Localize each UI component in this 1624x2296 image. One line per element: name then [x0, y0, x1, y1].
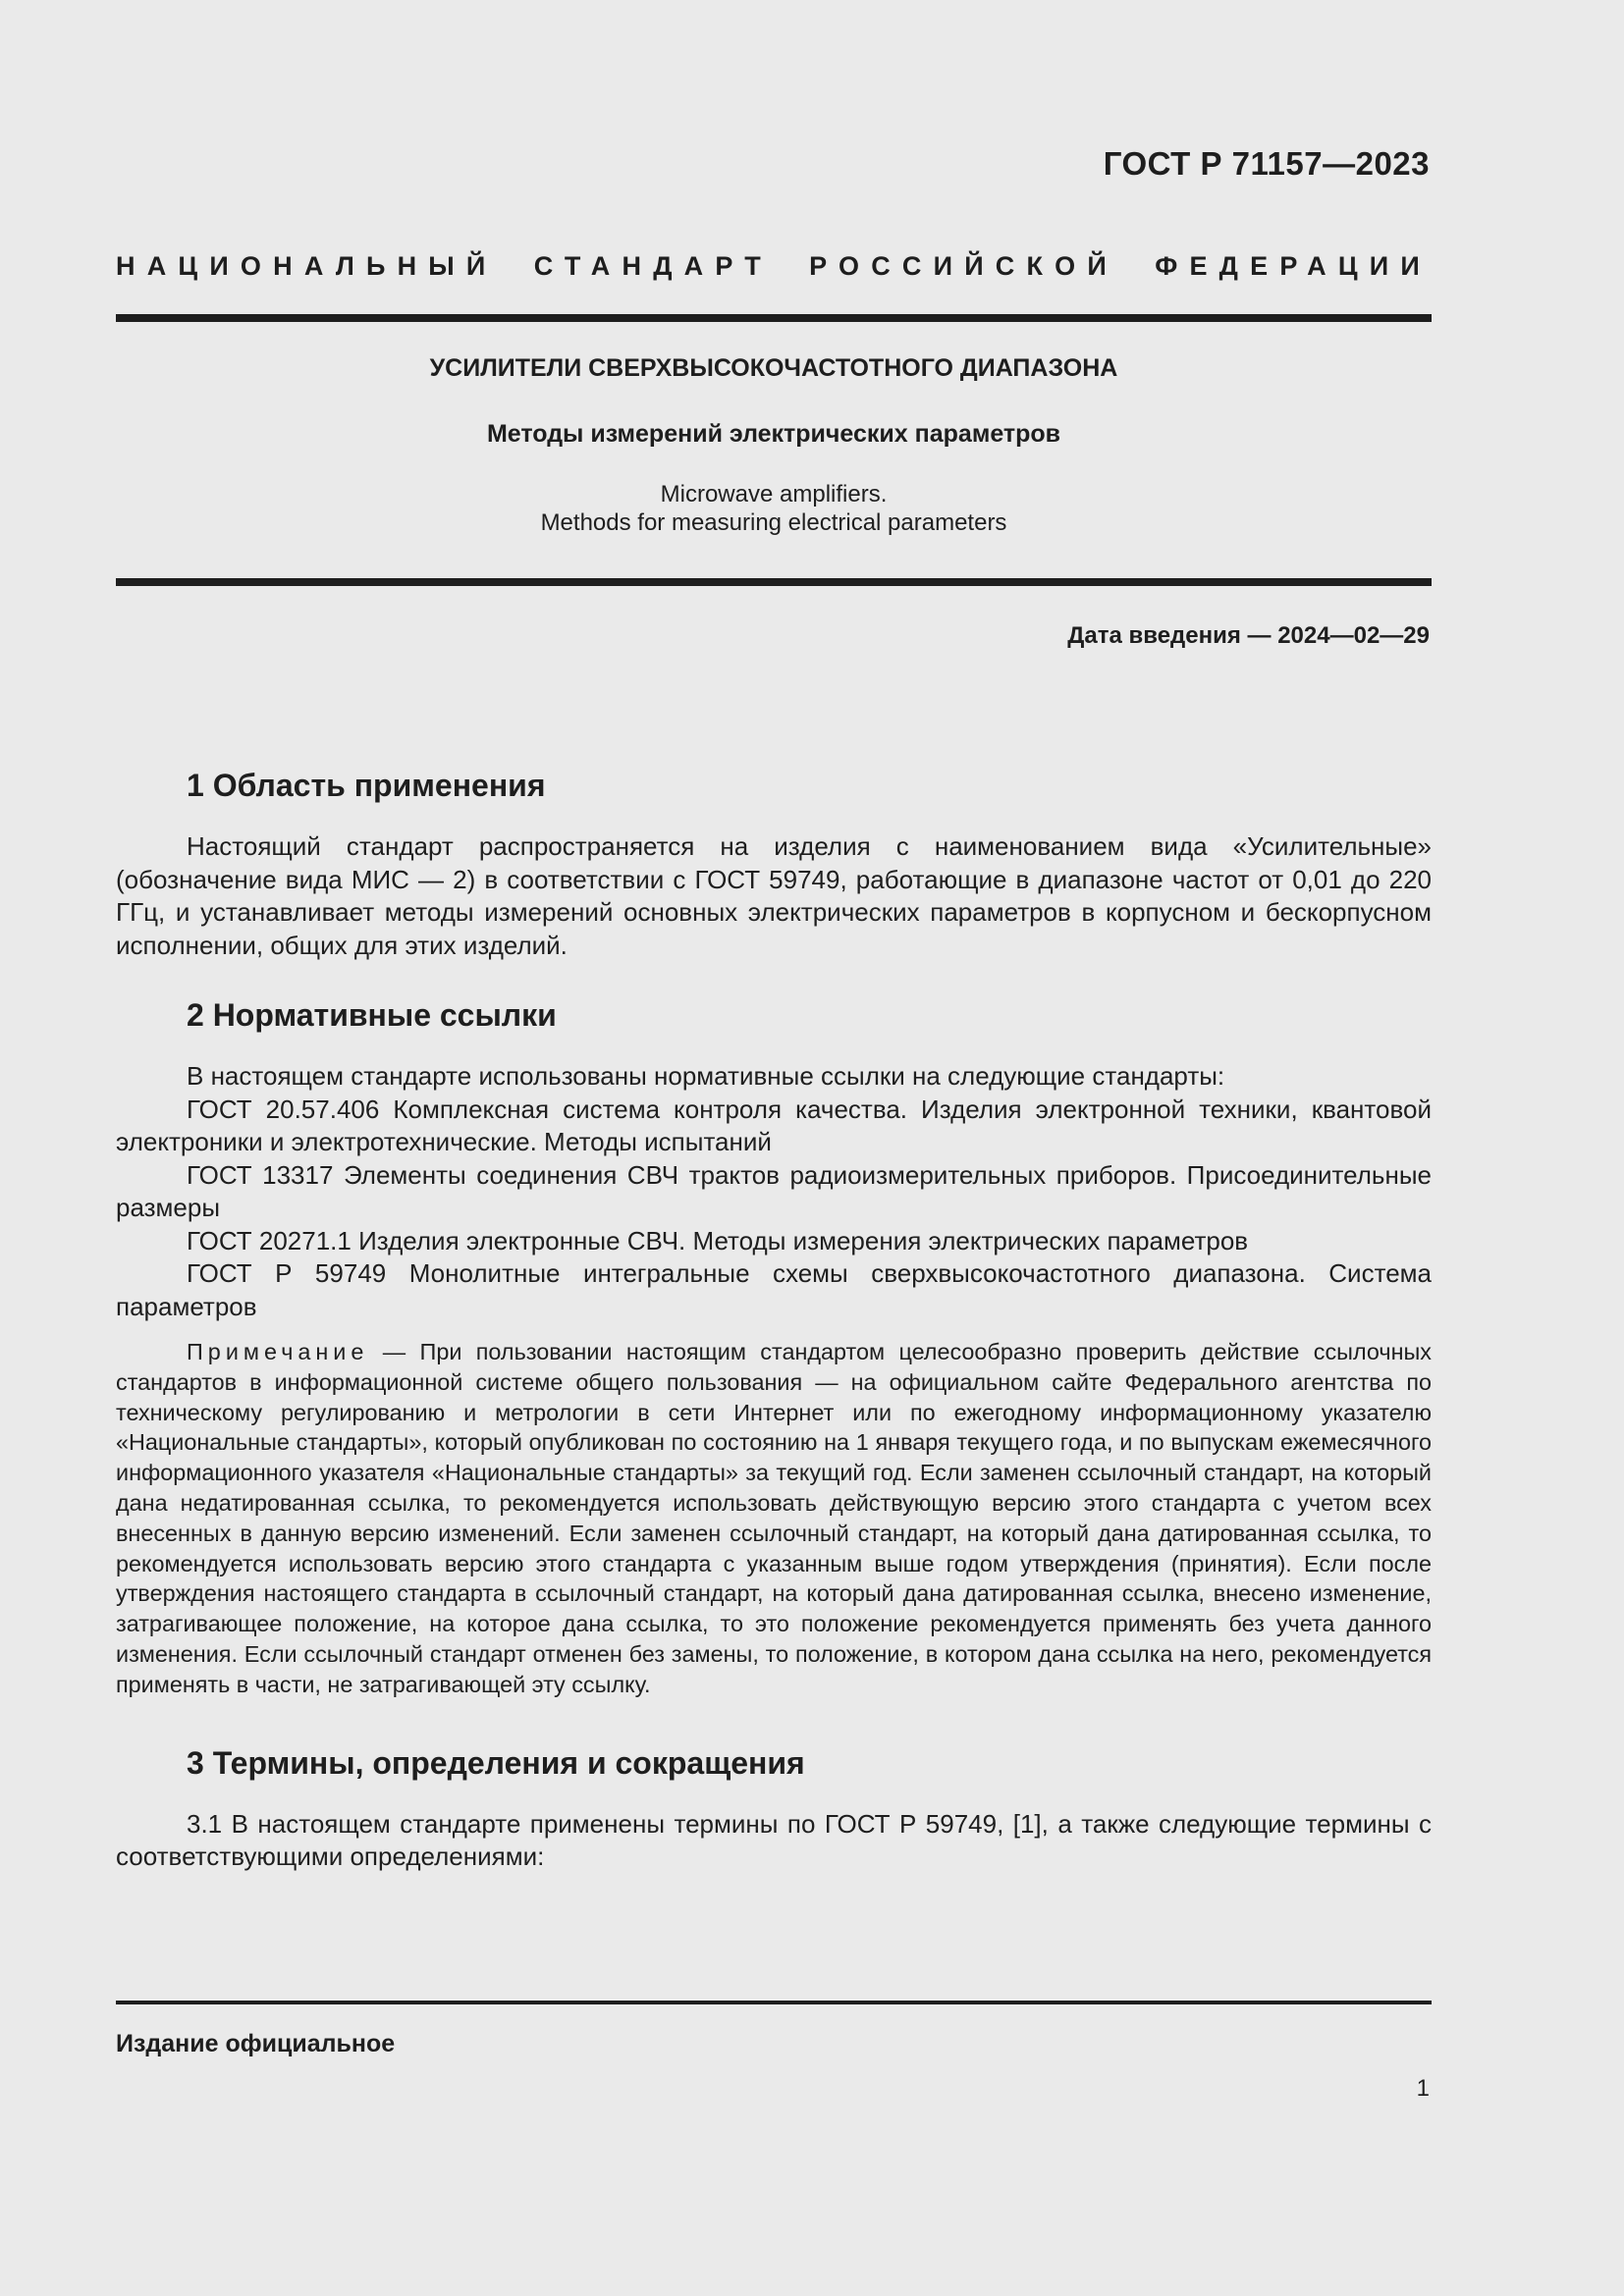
- document-body: [116, 766, 1432, 1874]
- section-2-intro: В настоящем стандарте использованы нормативные ссылки на следующие стандарты:: [187, 1061, 1225, 1091]
- note-text: При пользовании настоящим стандартом целесообразно проверить действие ссылочных стандартов в информационной системе общего пользования — на официальном сайте Федерального агентства по техническому регулированию и метрологии в сети Интернет или по ежегодному информационному указателю «Национальные стандарты», который опубликован по состоянию на 1 января текущего года, и по выпускам ежемесячного информационного указателя «Национальные стандарты» за текущий год. Если заменен ссылочный стандарт, на который дана недатированная ссылка, то рекомендуется использовать действующую версию этого стандарта с учетом всех внесенных в данную версию изменений. Если заменен ссылочный стандарт, на который дана датированная ссылка, то рекомендуется использовать версию этого стандарта с указанным выше годом утверждения (принятия). Если после утверждения настоящего стандарта в ссылочный стандарт, на который дана датированная ссылка, внесено изменение, затрагивающее положение, на которое дана ссылка, то это положение рекомендуется применять без учета данного изменения. Если ссылочный стандарт отменен без замены, то положение, в котором дана ссылка на него, рекомендуется применять в части, не затрагивающей эту ссылку.: [116, 1339, 1433, 1697]
- english-title-line-2: Methods for measuring electrical parameters: [540, 509, 1007, 536]
- edition-label: Издание официальное: [116, 2030, 396, 2057]
- reference-item: ГОСТ 20271.1 Изделия электронные СВЧ. Методы измерения электрических параметров: [187, 1225, 1249, 1255]
- standard-subtitle: Методы измерений электрических параметров: [486, 420, 1061, 448]
- reference-item: ГОСТ Р 59749 Монолитные интегральные схемы сверхвысокочастотного диапазона. Система параметров: [116, 1258, 1432, 1321]
- standard-title: УСИЛИТЕЛИ СВЕРХВЫСОКОЧАСТОТНОГО ДИАПАЗОНА: [429, 354, 1118, 382]
- introduction-date: Дата введения — 2024—02—29: [1067, 622, 1430, 649]
- section-3-paragraph: 3.1 В настоящем стандарте применены термины по ГОСТ Р 59749, [1], а также следующие термины с соответствующими определениями:: [116, 1808, 1432, 1872]
- section-2-heading: 2 Нормативные ссылки: [187, 997, 557, 1033]
- reference-note: [116, 1337, 1432, 1700]
- section-3-heading: 3 Термины, определения и сокращения: [187, 1744, 805, 1781]
- footer-rule: [116, 2001, 1432, 2004]
- section-1-heading: 1 Область применения: [187, 768, 546, 803]
- english-title-line-1: Microwave amplifiers.: [660, 481, 888, 507]
- section-1-paragraph: Настоящий стандарт распространяется на изделия с наименованием вида «Усилительные» (обозначение вида МИС — 2) в соответствии с ГОСТ 59749, работающие в диапазоне частот от 0,01 до 220 ГГц, и устанавливает методы измерений основных электрических параметров в корпусном и бескорпусном исполнении, общих для этих изделий.: [116, 831, 1432, 960]
- page-number: 1: [1416, 2075, 1430, 2102]
- note-dash: —: [368, 1339, 420, 1364]
- title-rule: [116, 578, 1432, 586]
- reference-item: ГОСТ 13317 Элементы соединения СВЧ трактов радиоизмерительных приборов. Присоединительные размеры: [116, 1159, 1432, 1222]
- header-rule: [116, 314, 1432, 322]
- national-standard-title: НАЦИОНАЛЬНЫЙ СТАНДАРТ РОССИЙСКОЙ ФЕДЕРАЦИИ: [116, 251, 1432, 281]
- reference-item: ГОСТ 20.57.406 Комплексная система контроля качества. Изделия электронной техники, квантовой электроники и электротехнические. Методы испытаний: [116, 1094, 1432, 1156]
- note-label: Примечание: [187, 1339, 369, 1364]
- document-number: ГОСТ Р 71157—2023: [1103, 145, 1430, 182]
